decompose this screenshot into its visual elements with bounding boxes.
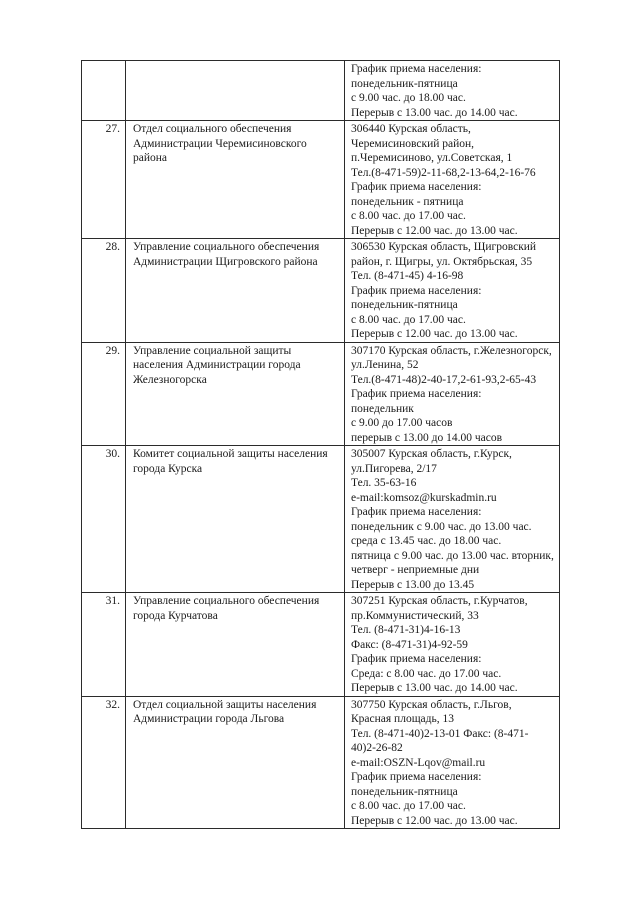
contact-line: Красная площадь, 13: [351, 713, 455, 725]
row-number: 31.: [82, 593, 126, 697]
contact-line: перерыв с 13.00 до 14.00 часов: [351, 431, 503, 444]
contact-line: График приема населения:: [351, 653, 482, 665]
contact-line: среда с 13.45 час. до 18.00 час.: [351, 535, 502, 547]
contact-line: ул.Ленина, 52: [351, 359, 419, 371]
row-number: 30.: [82, 446, 126, 593]
contact-line: понедельник: [351, 402, 414, 415]
contact-line: Перерыв с 13.00 час. до 14.00 час.: [351, 682, 518, 694]
contact-line: График приема населения:: [351, 181, 482, 193]
contact-line: пр.Коммунистический, 33: [351, 609, 479, 622]
organization-name: [126, 696, 345, 829]
contact-line: Черемисиновский район,: [351, 137, 475, 150]
contact-line: с 8.00 час. до 17.00 час.: [351, 210, 466, 222]
row-number: 27.: [82, 121, 126, 239]
contact-line: с 9.00 до 17.00 часов: [351, 417, 453, 429]
organization-name: [126, 239, 345, 343]
contact-line: Перерыв с 12.00 час. до 13.00 час.: [351, 224, 518, 237]
organization-text: Комитет социальной защиты населения города Курска: [133, 448, 328, 475]
contact-line: ул.Пигорева, 2/17: [351, 462, 437, 475]
organization-text: Управление социального обеспечения Администрации Щигровского района: [133, 241, 320, 268]
table-row: [82, 61, 560, 121]
contact-line: Перерыв с 13.00 до 13.45: [351, 578, 475, 591]
contact-line: 306530 Курская область, Щигровский: [351, 241, 537, 253]
contact-line: район, г. Щигры, ул. Октябрьская, 35: [351, 255, 533, 268]
organization-name: [126, 446, 345, 593]
contact-details: [345, 342, 560, 446]
organization-text: Управление социальной защиты населения Администрации города Железногорска: [133, 344, 301, 386]
table-body: [82, 61, 560, 829]
contact-details: [345, 61, 560, 121]
table-row: [82, 239, 560, 343]
contact-line: Факс: (8-471-31)4-92-59: [351, 638, 468, 651]
contact-details: [345, 446, 560, 593]
table-row: [82, 342, 560, 446]
contact-line: понедельник-пятница: [351, 299, 458, 311]
contact-line: Тел. (8-471-40)2-13-01 Факс: (8-471-: [351, 727, 529, 740]
contact-details: [345, 696, 560, 829]
contact-line: понедельник-пятница: [351, 785, 458, 798]
contact-line: 307750 Курская область, г.Льгов,: [351, 698, 512, 711]
contact-line: Перерыв с 13.00 час. до 14.00 час.: [351, 106, 518, 119]
contact-details: [345, 239, 560, 343]
contact-line: Тел.(8-471-48)2-40-17,2-61-93,2-65-43: [351, 373, 537, 386]
contact-line: e-mail:komsoz@kurskadmin.ru: [351, 491, 497, 504]
social-services-table: [81, 60, 560, 829]
contact-line: График приема населения:: [351, 388, 482, 400]
organization-name: [126, 342, 345, 446]
contact-line: пятница с 9.00 час. до 13.00 час. вторник,: [351, 549, 554, 562]
contact-line: График приема населения:: [351, 284, 482, 297]
contact-line: Тел. (8-471-45) 4-16-98: [351, 270, 464, 282]
table-row: [82, 593, 560, 697]
organization-text: Отдел социальной защиты населения Администрации города Льгова: [133, 698, 317, 725]
contact-line: понедельник-пятница: [351, 77, 458, 90]
row-number: [82, 61, 126, 121]
contact-line: Тел.(8-471-59)2-11-68,2-13-64,2-16-76: [351, 166, 536, 179]
contact-line: с 8.00 час. до 17.00 час.: [351, 800, 466, 812]
contact-line: с 8.00 час. до 17.00 час.: [351, 313, 466, 326]
contact-line: Среда: с 8.00 час. до 17.00 час.: [351, 667, 502, 680]
contact-line: 307251 Курская область, г.Курчатов,: [351, 595, 528, 607]
organization-text: Отдел социального обеспечения Администрации Черемисиновского района: [133, 123, 307, 164]
contact-line: График приема населения:: [351, 506, 482, 518]
contact-line: График приема населения:: [351, 63, 482, 75]
organization-text: Управление социального обеспечения города Курчатова: [133, 595, 320, 622]
table-row: [82, 446, 560, 593]
contact-line: Тел. (8-471-31)4-16-13: [351, 624, 461, 636]
contact-line: 307170 Курская область, г.Железногорск,: [351, 344, 552, 357]
contact-line: понедельник - пятница: [351, 195, 464, 208]
contact-line: с 9.00 час. до 18.00 час.: [351, 92, 466, 104]
organization-name: [126, 61, 345, 121]
contact-line: Перерыв с 12.00 час. до 13.00 час.: [351, 328, 518, 340]
contact-line: Перерыв с 12.00 час. до 13.00 час.: [351, 814, 518, 827]
table-row: [82, 696, 560, 829]
contact-line: 40)2-26-82: [351, 742, 403, 754]
contact-line: четверг - неприемные дни: [351, 564, 480, 576]
table-row: [82, 121, 560, 239]
row-number: 32.: [82, 696, 126, 829]
organization-name: [126, 121, 345, 239]
contact-line: 305007 Курская область, г.Курск,: [351, 448, 512, 460]
contact-details: [345, 593, 560, 697]
contact-line: понедельник с 9.00 час. до 13.00 час.: [351, 520, 532, 533]
contact-details: [345, 121, 560, 239]
contact-line: e-mail:OSZN-Lqov@mail.ru: [351, 756, 486, 769]
contact-line: п.Черемисиново, ул.Советская, 1: [351, 152, 513, 164]
row-number: 28.: [82, 239, 126, 343]
organization-name: [126, 593, 345, 697]
contact-line: 306440 Курская область,: [351, 123, 471, 135]
contact-line: График приема населения:: [351, 771, 482, 783]
contact-line: Тел. 35-63-16: [351, 477, 417, 489]
row-number: 29.: [82, 342, 126, 446]
